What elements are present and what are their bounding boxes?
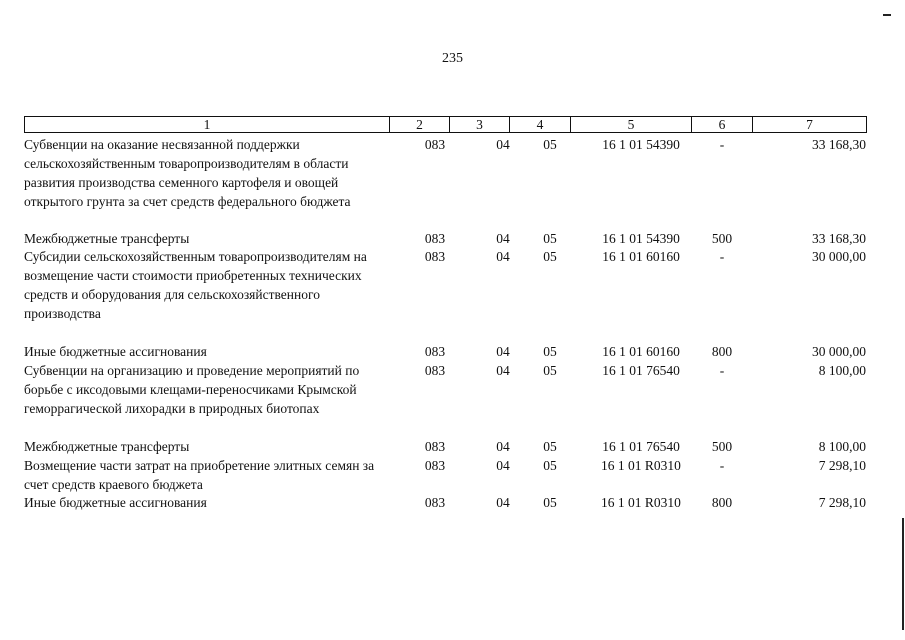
cell-col-5: 16 1 01 54390: [602, 231, 680, 246]
row-description: Межбюджетные трансферты: [24, 231, 190, 246]
cell-col-3: 04: [496, 495, 510, 510]
cell-col-6: -: [719, 363, 725, 378]
cell-col-4: 05: [543, 458, 557, 473]
cell-col-7: 8 100,00: [818, 439, 866, 454]
header-col-5: 5: [570, 116, 692, 133]
cell-col-6: -: [719, 458, 725, 473]
header-col-3: 3: [449, 116, 510, 133]
cell-col-3: 04: [496, 344, 510, 359]
cell-col-6: -: [719, 137, 725, 152]
cell-col-3: 04: [496, 439, 510, 454]
cell-col-4: 05: [543, 344, 557, 359]
cell-col-7: 33 168,30: [812, 231, 866, 246]
cell-col-6: 500: [711, 439, 733, 454]
cell-col-2: 083: [424, 137, 446, 152]
header-col-2: 2: [389, 116, 450, 133]
cell-col-2: 083: [424, 344, 446, 359]
scan-mark: [883, 14, 891, 16]
cell-col-7: 33 168,30: [812, 137, 866, 152]
cell-col-4: 05: [543, 249, 557, 264]
cell-col-5: 16 1 01 76540: [602, 439, 680, 454]
cell-col-3: 04: [496, 137, 510, 152]
cell-col-3: 04: [496, 458, 510, 473]
cell-col-5: 16 1 01 76540: [602, 363, 680, 378]
header-col-4: 4: [509, 116, 571, 133]
cell-col-4: 05: [543, 439, 557, 454]
cell-col-6: 800: [711, 495, 733, 510]
row-description: Субвенции на организацию и проведение мероприятий по борьбе с иксодовыми клещами-переносчиками Крымской геморрагической лихорадки в природных биотопах: [24, 363, 360, 416]
cell-col-3: 04: [496, 249, 510, 264]
cell-col-7: 7 298,10: [818, 495, 866, 510]
cell-col-5: 16 1 01 R0310: [601, 495, 681, 510]
header-col-6: 6: [691, 116, 753, 133]
cell-col-4: 05: [543, 363, 557, 378]
cell-col-6: -: [719, 249, 725, 264]
cell-col-7: 30 000,00: [812, 344, 866, 359]
cell-col-7: 7 298,10: [818, 458, 866, 473]
cell-col-2: 083: [424, 495, 446, 510]
page-number: 235: [442, 51, 463, 66]
cell-col-3: 04: [496, 231, 510, 246]
row-description: Иные бюджетные ассигнования: [24, 344, 207, 359]
cell-col-3: 04: [496, 363, 510, 378]
row-description: Возмещение части затрат на приобретение элитных семян за счет средств краевого бюджета: [24, 458, 375, 492]
row-description: Иные бюджетные ассигнования: [24, 495, 207, 510]
cell-col-2: 083: [424, 439, 446, 454]
cell-col-4: 05: [543, 495, 557, 510]
scan-edge-line: [902, 518, 904, 630]
row-description: Субвенции на оказание несвязанной поддержки сельскохозяйственным товаропроизводителям в области развития производства семенного картофеля и овощей открытого грунта за счет средств федерального бюджета: [24, 137, 351, 209]
cell-col-6: 500: [711, 231, 733, 246]
cell-col-2: 083: [424, 458, 446, 473]
cell-col-5: 16 1 01 54390: [602, 137, 680, 152]
cell-col-5: 16 1 01 R0310: [601, 458, 681, 473]
cell-col-5: 16 1 01 60160: [602, 249, 680, 264]
cell-col-5: 16 1 01 60160: [602, 344, 680, 359]
cell-col-2: 083: [424, 249, 446, 264]
cell-col-2: 083: [424, 363, 446, 378]
row-description: Межбюджетные трансферты: [24, 439, 190, 454]
header-col-1: 1: [24, 116, 390, 133]
cell-col-2: 083: [424, 231, 446, 246]
header-col-7: 7: [752, 116, 867, 133]
cell-col-4: 05: [543, 231, 557, 246]
cell-col-4: 05: [543, 137, 557, 152]
cell-col-7: 30 000,00: [812, 249, 866, 264]
row-description: Субсидии сельскохозяйственным товаропроизводителям на возмещение части стоимости приобретенных технических средств и оборудования для сельскохозяйственного производства: [24, 249, 367, 321]
cell-col-7: 8 100,00: [818, 363, 866, 378]
cell-col-6: 800: [711, 344, 733, 359]
